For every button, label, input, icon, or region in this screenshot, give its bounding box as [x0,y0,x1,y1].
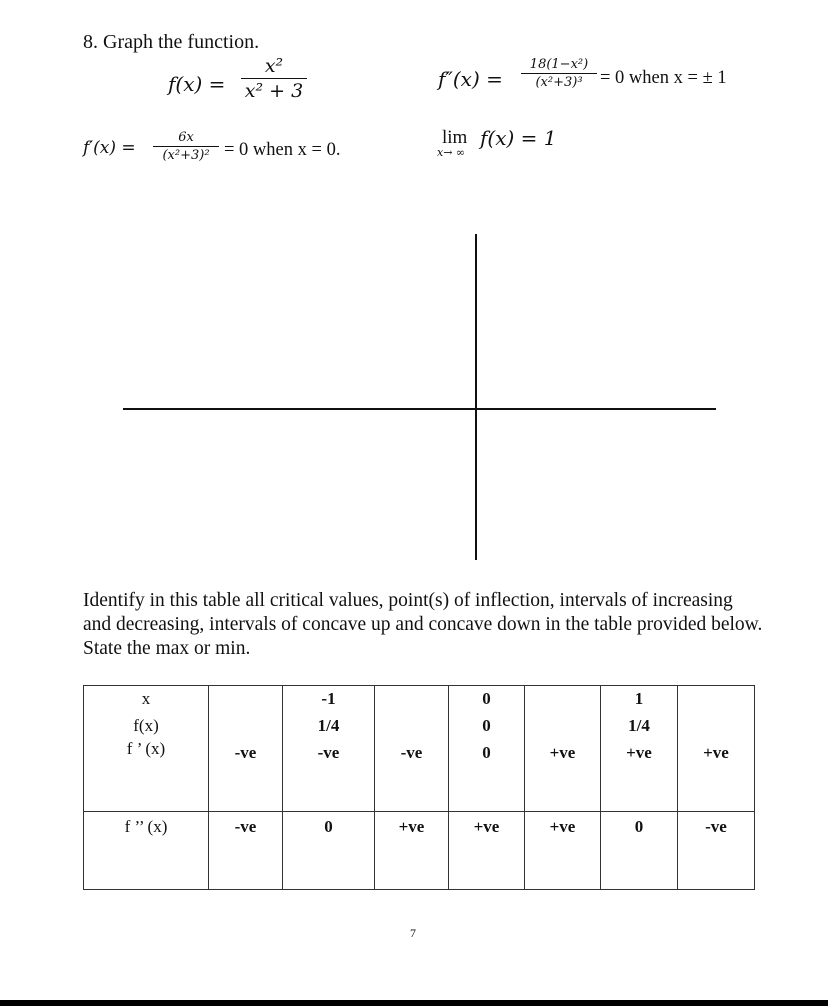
table-cell: -ve [209,812,283,842]
table-cell [209,842,283,890]
table-cell [678,767,755,812]
table-cell: -ve [375,739,449,767]
table-cell: f(x) [84,713,209,739]
table-cell [84,767,209,812]
table-cell [375,686,449,713]
table-cell: x [84,686,209,713]
page-number: 7 [410,926,416,940]
table-cell: 1 [601,686,678,713]
table-row-blank [84,842,755,890]
table-cell: 0 [283,812,375,842]
table-cell [449,767,525,812]
limit-subscript: x→ ∞ [437,146,466,159]
table-cell [84,842,209,890]
table-cell [678,713,755,739]
second-derivative-denominator: (x²+3)³ [535,75,583,90]
table-cell [375,713,449,739]
table-cell: -ve [209,739,283,767]
table-cell: -ve [283,739,375,767]
table-cell: -1 [283,686,375,713]
table-cell: +ve [525,812,601,842]
function-numerator: x² [264,55,284,77]
table-cell: 0 [449,686,525,713]
table-cell [283,767,375,812]
table-cell: 0 [449,739,525,767]
table-cell: 0 [601,812,678,842]
table-cell: +ve [678,739,755,767]
table-cell: 0 [449,713,525,739]
table-row-x [84,686,755,713]
table-cell: +ve [601,739,678,767]
table-row-fx [84,713,755,739]
table-cell: +ve [525,739,601,767]
table-cell [449,842,525,890]
table-cell [209,767,283,812]
second-derivative-zero-note: = 0 when x = ± 1 [600,68,727,88]
table-cell [375,842,449,890]
instructions-paragraph: Identify in this table all critical values, point(s) of inflection, intervals of increasing and decreasing, intervals of concave up and concave down in the table provided below. State the max or min. [83,590,763,659]
table-cell: 1/4 [283,713,375,739]
table-cell [601,767,678,812]
table-cell [525,713,601,739]
table-cell: -ve [678,812,755,842]
sign-chart-table [83,685,755,890]
table-cell [525,767,601,812]
table-cell [283,842,375,890]
second-derivative-numerator: 18(1−x²) [529,57,589,72]
first-derivative-denominator: (x²+3)² [162,148,210,163]
table-cell: +ve [449,812,525,842]
table-cell [678,686,755,713]
first-derivative-zero-note: = 0 when x = 0. [224,140,341,160]
limit-expression: f(x) = 1 [480,126,557,150]
table-row-first-derivative [84,739,755,767]
limit-operator: lim [442,127,468,148]
table-cell: +ve [375,812,449,842]
table-cell [601,842,678,890]
table-cell [525,686,601,713]
table-cell [209,713,283,739]
table-cell [375,767,449,812]
function-label: f(x) = [168,72,226,96]
table-cell [525,842,601,890]
table-cell [678,842,755,890]
table-cell: f ’ (x) [84,739,209,767]
function-denominator: x² + 3 [244,80,304,102]
first-derivative-numerator: 6x [178,130,194,145]
problem-title: 8. Graph the function. [83,31,260,53]
table-cell: f ’’ (x) [84,812,209,842]
first-derivative-label: f′(x) = [83,138,136,158]
table-cell [209,686,283,713]
table-cell: 1/4 [601,713,678,739]
second-derivative-label: f″(x) = [438,67,503,91]
table-row-second-derivative [84,812,755,842]
table-row-spacer [84,767,755,812]
